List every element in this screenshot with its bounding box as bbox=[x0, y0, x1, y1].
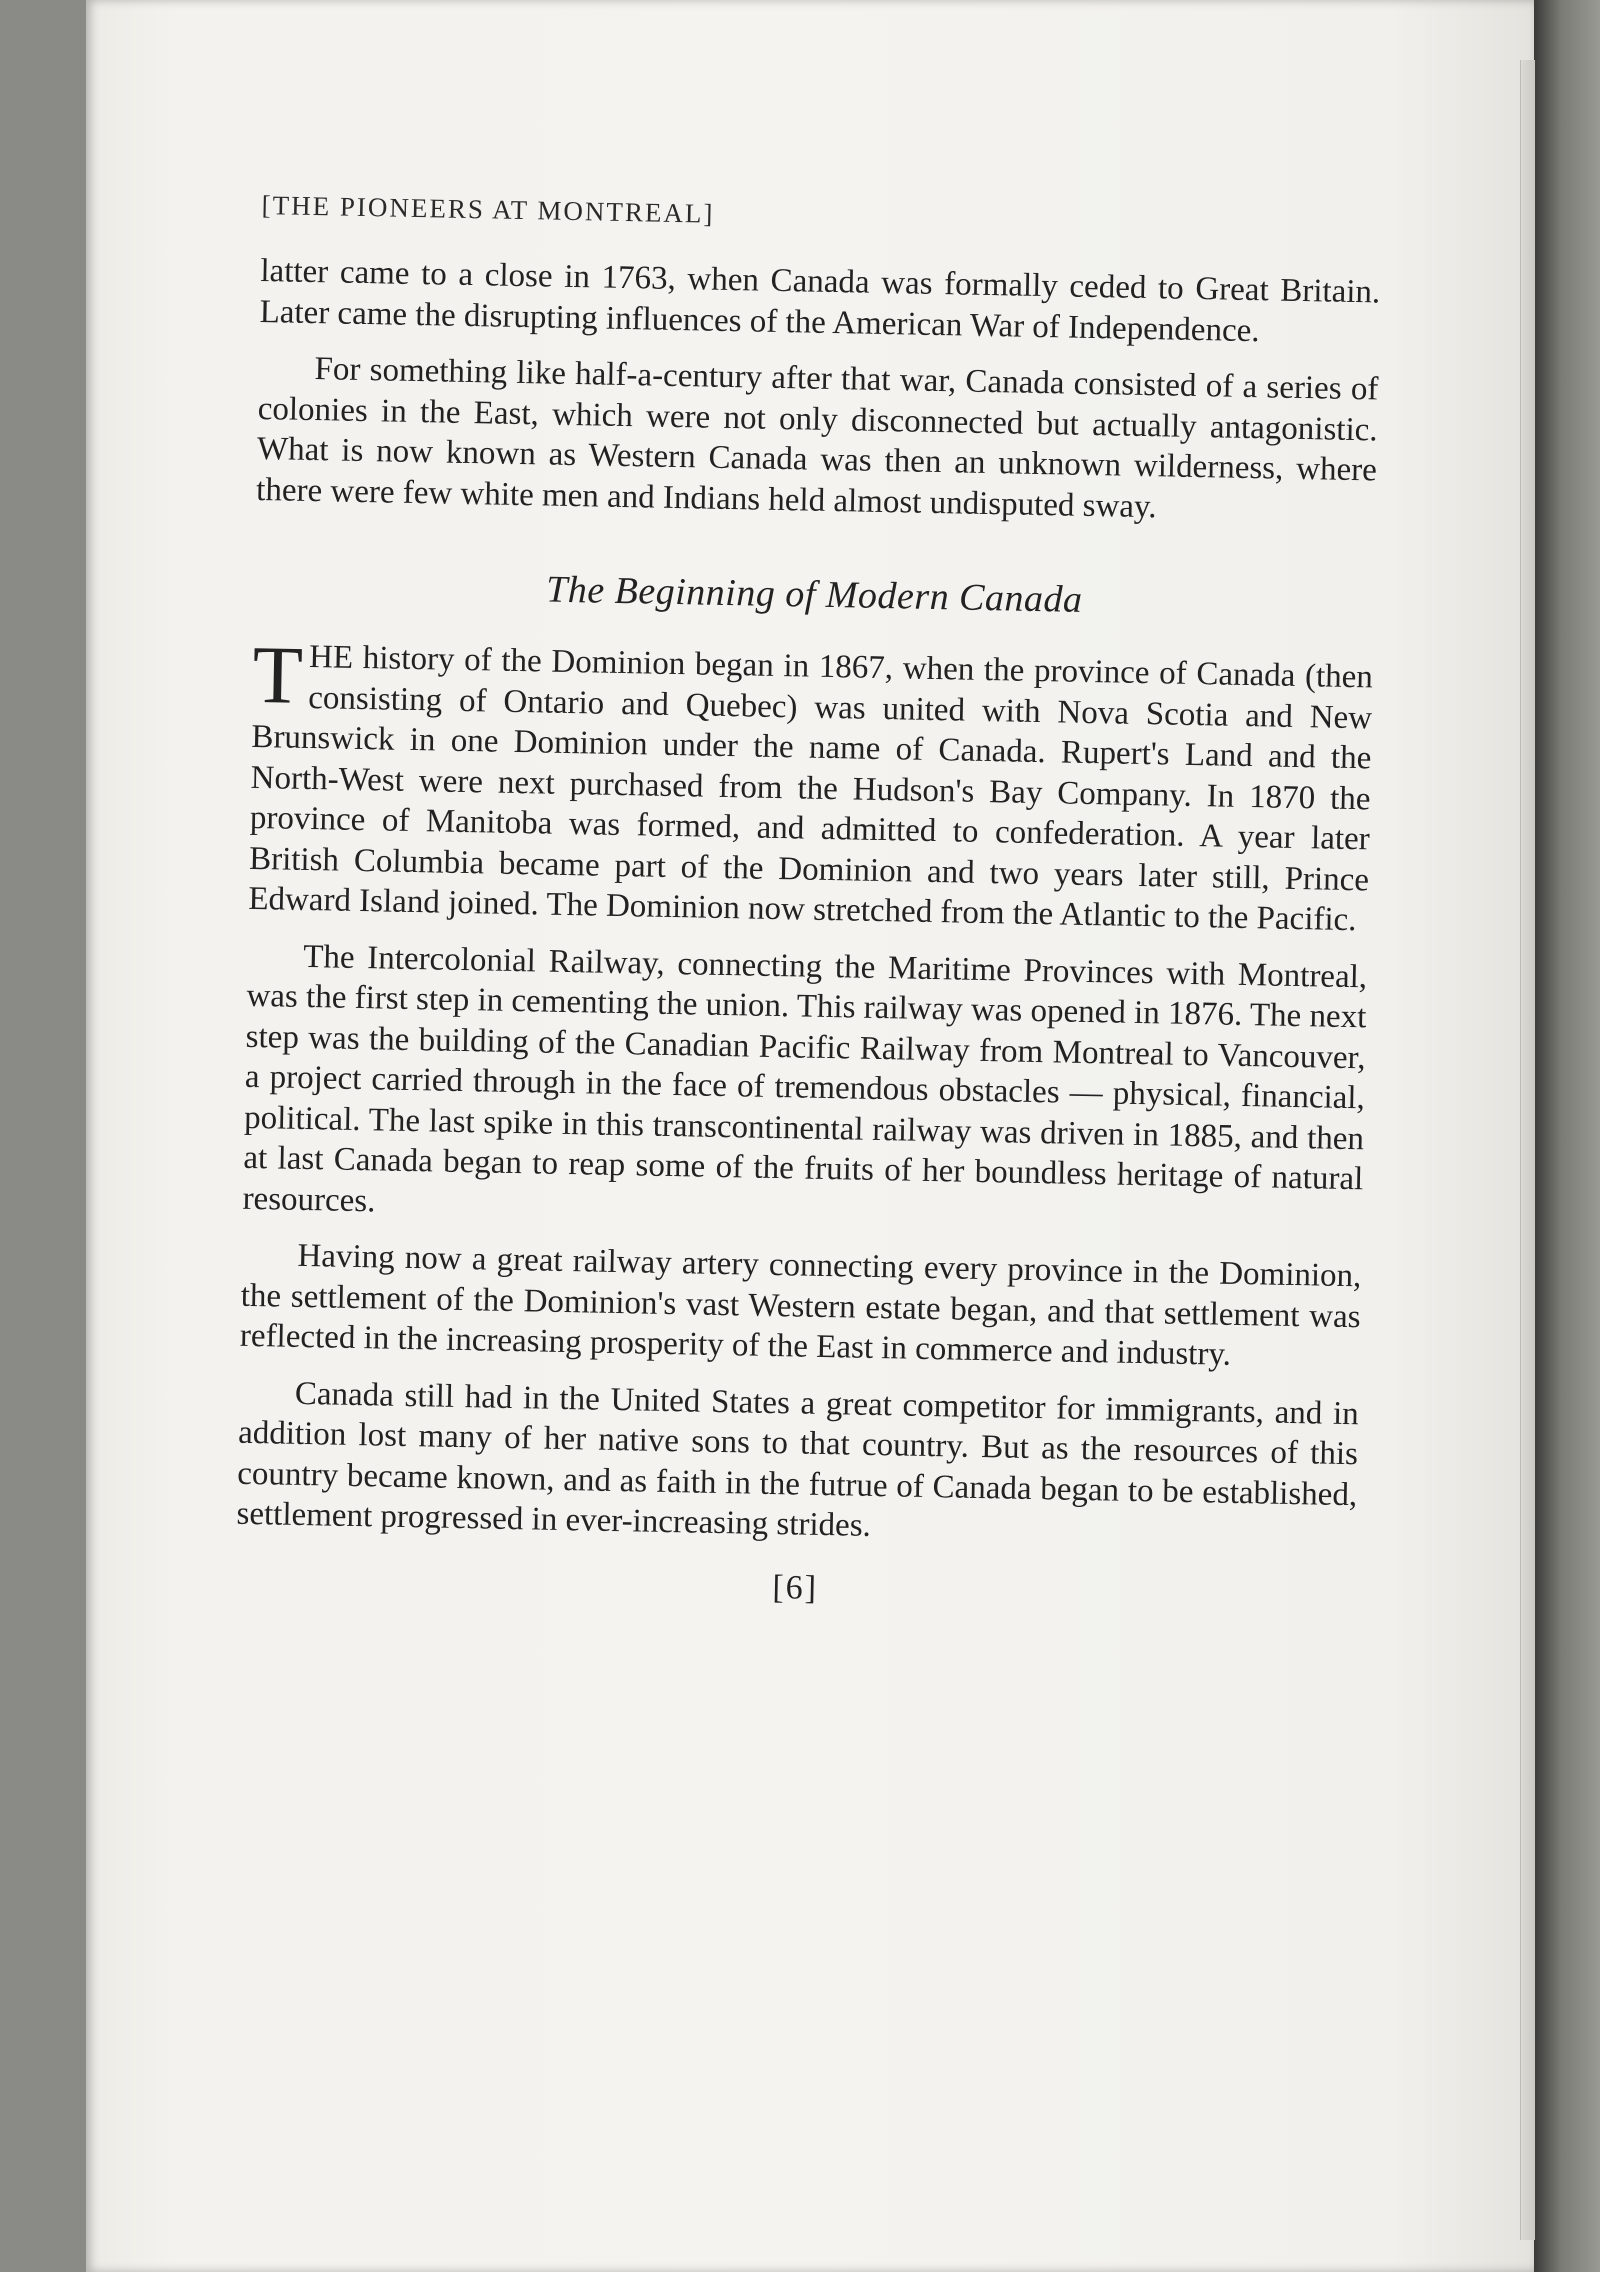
facing-page-edge bbox=[1520, 60, 1535, 2240]
page-number: [6] bbox=[772, 1568, 819, 1607]
page-text-block bbox=[235, 190, 1382, 1618]
paragraph-3 bbox=[248, 628, 1374, 941]
book-spine-edge bbox=[1534, 0, 1600, 2272]
paragraph-4: The Intercolonial Railway, connecting the Maritime Provinces with Montreal, was the first step in cementing the union. This railway was opened in 1876. The next step was the building of the Canadian Pacific Railway from Montreal to Vancouver, a project carried through in the face of tremendous obstacles — physical, financial, political. The last spike in this transcontinental railway was driven in 1885, and then at last Canada began to reap some of the fruits of her boundless heritage of natural resources. bbox=[242, 938, 1368, 1219]
section-title: The Beginning of Modern Canada bbox=[545, 568, 1083, 621]
drop-cap: T bbox=[251, 628, 304, 721]
paragraph-6: Canada still had in the United States a great competitor for immigrants, and in addition lost many of her native sons to that country. But as the resources of this country became known, and as faith in the futrue of Canada began to be established, settlement progressed in ever-increasing strides. bbox=[236, 1375, 1360, 1544]
paragraph-2: For something like half-a-century after that war, Canada consisted of a series of colonies in the East, which were not only disconnected but actually antagonistic. What is now known as Western Canada was then an unknown wilderness, where there were few white men and Indians held almost undisputed sway. bbox=[255, 351, 1379, 525]
paragraph-5: Having now a great railway artery connecting every province in the Dominion, the settlement of the Dominion's vast Western estate began, and that settlement was reflected in the increasing prosperity of the East in commerce and industry. bbox=[239, 1237, 1362, 1373]
paragraph-3-text: HE history of the Dominion began in 1867, when the province of Canada (then consisting of Ontario and Quebec) was united with Nova Scotia and New Brunswick in one Dominion under the name of Canada. Rupert's Land and the North-West were next purchased from the Hudson's Bay Company. In 1870 the province of Manitoba was formed, and admitted to confederation. A year later British Columbia became part of the Dominion and two years later still, Prince Edward Island joined. The Dominion now stretched from the Atlantic to the Pacific. bbox=[248, 638, 1374, 939]
paragraph-1: latter came to a close in 1763, when Canada was formally ceded to Great Britain. Later came the disrupting influences of the American War of Independence. bbox=[259, 252, 1381, 349]
running-head: [THE PIONEERS AT MONTREAL] bbox=[261, 190, 715, 229]
